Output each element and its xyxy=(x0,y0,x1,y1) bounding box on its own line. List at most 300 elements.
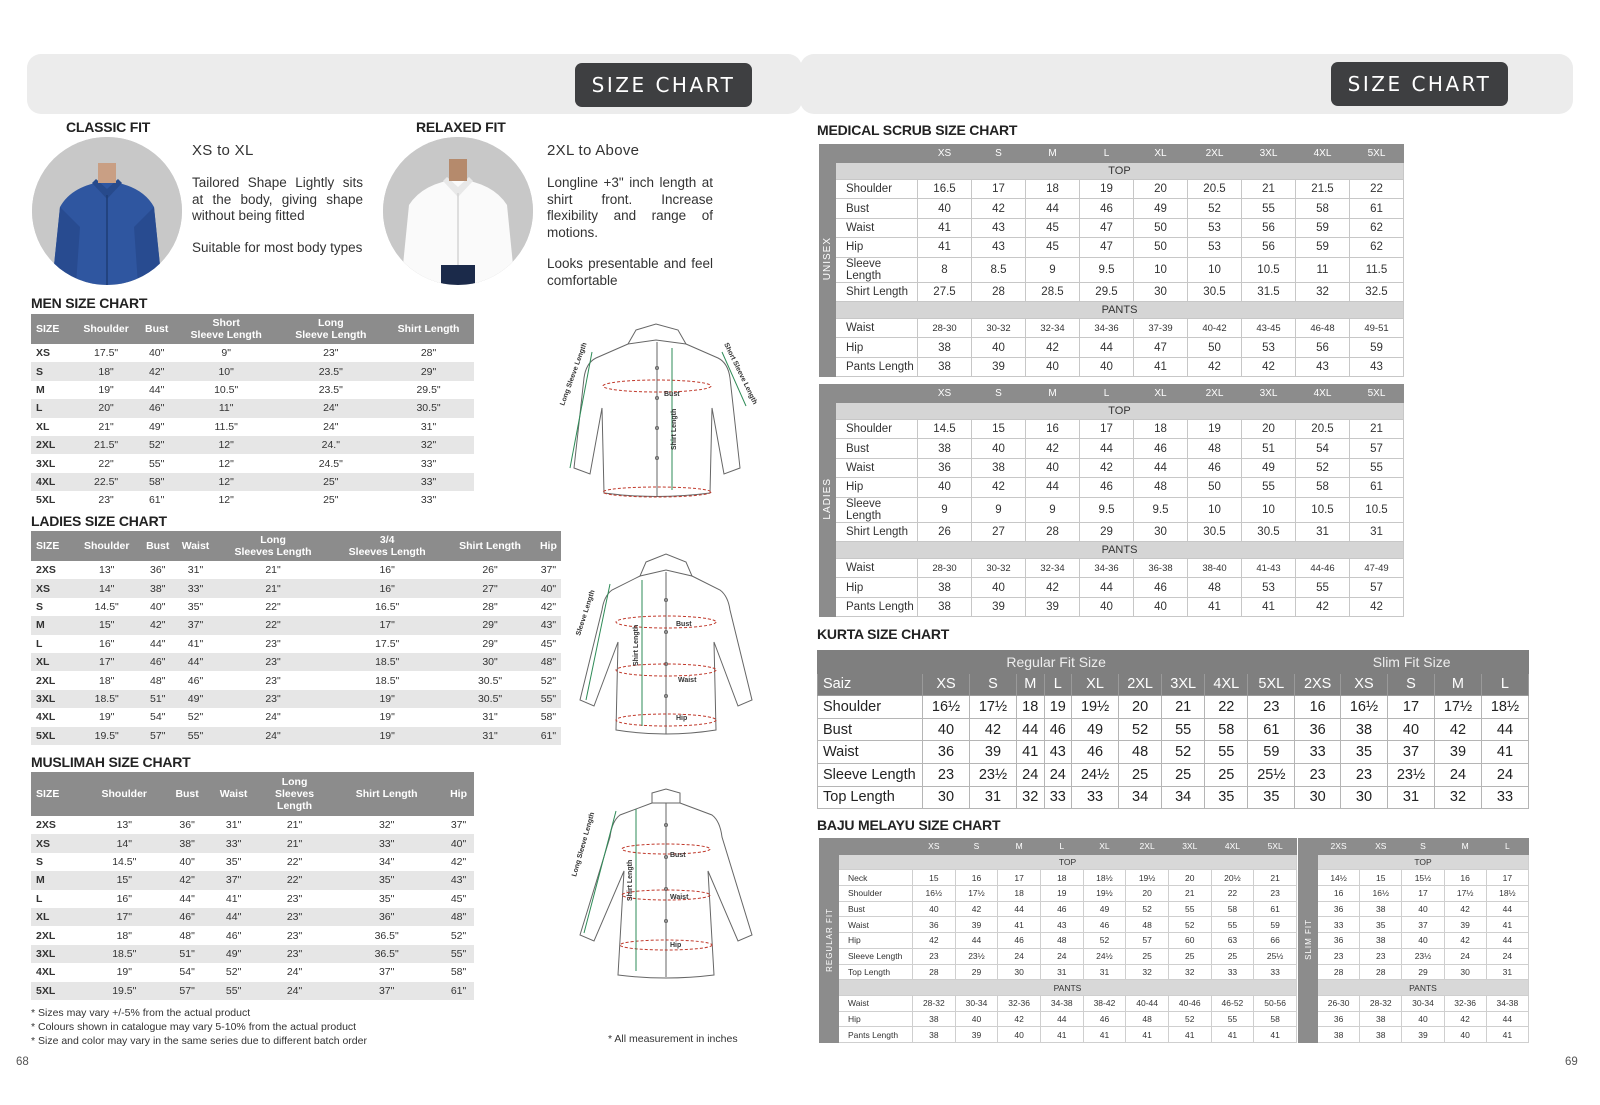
table-cell: 2XL xyxy=(31,436,73,454)
table-cell: 23.5" xyxy=(278,362,383,380)
notes-list xyxy=(31,1006,367,1048)
table-cell: 63 xyxy=(1211,933,1254,949)
table-cell: 31 xyxy=(1040,964,1083,980)
table-cell: 17" xyxy=(83,908,166,926)
table-row xyxy=(820,318,1404,337)
bust-label: Bust xyxy=(664,391,680,398)
table-cell: 18½ xyxy=(1486,886,1528,902)
ladies-chart-title: LADIES SIZE CHART xyxy=(31,513,167,529)
table-cell: 20" xyxy=(73,399,140,417)
size-header: M xyxy=(998,839,1041,855)
table-cell: 35 xyxy=(1205,786,1248,809)
table-row xyxy=(31,399,474,417)
table-cell: 28 xyxy=(1026,522,1080,541)
table-cell: 23" xyxy=(216,653,330,671)
column-header: Hip xyxy=(536,531,561,561)
table-cell: 52 xyxy=(1168,1011,1211,1027)
size-header: L xyxy=(1486,839,1528,855)
table-cell: 58 xyxy=(1254,1011,1297,1027)
table-cell: 40" xyxy=(536,579,561,597)
size-header: 5XL xyxy=(1350,385,1404,403)
table-cell: 51" xyxy=(140,690,175,708)
table-cell: 24" xyxy=(259,982,330,1000)
table-row xyxy=(31,926,474,944)
table-cell: 49 xyxy=(1134,199,1188,218)
row-label: Bust xyxy=(839,901,913,917)
table-row xyxy=(820,458,1404,477)
table-cell: 30.5 xyxy=(1188,282,1242,301)
table-cell: L xyxy=(36,892,43,905)
table-cell: 23" xyxy=(259,908,330,926)
table-cell: 44-46 xyxy=(1296,558,1350,577)
classic-fit-photo xyxy=(32,137,182,285)
size-header-row xyxy=(820,839,1297,855)
shirt-length-label: Shirt Length xyxy=(627,859,634,901)
table-cell: 29" xyxy=(482,637,498,650)
table-cell: 14.5" xyxy=(112,855,137,868)
size-header: L xyxy=(1044,673,1072,696)
row-label: Sleeve Length xyxy=(836,497,918,522)
table-cell: 44 xyxy=(998,901,1041,917)
table-cell: 41" xyxy=(187,637,204,650)
table-cell: 45 xyxy=(1026,218,1080,237)
table-cell: 36 xyxy=(913,917,956,933)
table-row xyxy=(31,616,561,634)
table-cell: 19" xyxy=(99,711,115,724)
table-cell: 46 xyxy=(1083,917,1126,933)
table-cell: 35" xyxy=(187,600,204,613)
table-cell: 30 xyxy=(1444,964,1486,980)
table-cell: 57 xyxy=(1350,439,1404,458)
table-cell: 25½ xyxy=(1254,948,1297,964)
short-sleeve-length-label: Short Sleeve Length xyxy=(722,341,759,406)
table-cell: 9.5 xyxy=(1080,257,1134,282)
table-row xyxy=(31,834,474,852)
table-cell: 23" xyxy=(265,637,281,650)
column-header: Long Sleeves Length xyxy=(259,772,330,816)
size-header: S xyxy=(969,673,1016,696)
waist-label: Waist xyxy=(670,894,689,901)
table-cell: 16 xyxy=(955,870,998,886)
table-cell: 25½ xyxy=(1248,763,1295,786)
slim-fit-header: Slim Fit Size xyxy=(1295,651,1529,674)
table-cell: 19" xyxy=(330,690,444,708)
table-cell: 41 xyxy=(998,917,1041,933)
table-cell: 48 xyxy=(1126,917,1169,933)
table-cell: 42 xyxy=(972,478,1026,497)
table-cell: 29 xyxy=(1080,522,1134,541)
section-row xyxy=(820,980,1297,996)
table-cell: 42 xyxy=(1444,901,1486,917)
table-cell: 11" xyxy=(174,399,279,417)
table-cell: 41 xyxy=(1134,357,1188,376)
column-header: SIZE xyxy=(31,314,73,344)
table-cell: 24" xyxy=(323,420,339,433)
table-row xyxy=(818,786,1529,809)
table-cell: 9 xyxy=(918,497,972,522)
table-row xyxy=(31,473,474,491)
table-cell: 23" xyxy=(323,347,339,360)
size-header: 3XL xyxy=(1162,673,1205,696)
row-label: Waist xyxy=(836,218,918,237)
table-cell: 31" xyxy=(187,564,204,577)
section-label: TOP xyxy=(839,854,1297,870)
table-row xyxy=(31,816,474,834)
column-header: Short Sleeve Length xyxy=(174,314,279,344)
sleeve-length-label: Sleeve Length xyxy=(575,589,597,637)
table-cell: 11 xyxy=(1296,257,1350,282)
table-row xyxy=(818,718,1529,741)
table-cell: 24" xyxy=(286,966,303,979)
column-header: Shoulder xyxy=(73,531,140,561)
table-cell: 15½ xyxy=(1402,870,1444,886)
table-cell: 29 xyxy=(955,964,998,980)
table-cell: 53 xyxy=(1242,578,1296,597)
table-cell: 55 xyxy=(1168,901,1211,917)
table-cell: 22" xyxy=(259,871,330,889)
table-cell: 23 xyxy=(1340,763,1387,786)
table-cell: 14.5 xyxy=(918,420,972,439)
table-cell: 36 xyxy=(1318,901,1360,917)
table-row xyxy=(31,598,561,616)
table-cell: 32-36 xyxy=(1444,995,1486,1011)
hip-label: Hip xyxy=(676,715,688,722)
table-cell: 42 xyxy=(969,718,1016,741)
table-cell: 38 xyxy=(1318,1027,1360,1043)
table-cell: 16" xyxy=(379,564,395,577)
table-cell: 55" xyxy=(443,945,474,963)
table-cell: 38 xyxy=(913,1011,956,1027)
table-cell: 16½ xyxy=(1360,886,1402,902)
table-cell: 25 xyxy=(1168,948,1211,964)
group-band-label: LADIES xyxy=(822,478,833,520)
men-chart-title: MEN SIZE CHART xyxy=(31,295,148,311)
size-header-row xyxy=(818,673,1529,696)
table-cell: 40 xyxy=(1402,1011,1444,1027)
table-row xyxy=(820,933,1297,949)
baju-regular-table xyxy=(819,838,1297,1043)
table-cell: 19½ xyxy=(1083,886,1126,902)
table-row xyxy=(1299,995,1529,1011)
table-cell: 35" xyxy=(330,871,443,889)
table-cell: 30.5" xyxy=(383,399,474,417)
table-cell: 17" xyxy=(73,653,140,671)
table-cell: 40" xyxy=(148,347,165,360)
table-cell: 39 xyxy=(1026,597,1080,616)
column-header: Bust xyxy=(166,772,209,816)
table-cell: 46 xyxy=(1188,458,1242,477)
table-cell: 54" xyxy=(150,711,166,724)
column-header: Waist xyxy=(208,772,258,816)
table-cell: 55 xyxy=(1350,458,1404,477)
column-header: SIZE xyxy=(31,772,83,816)
relaxed-fit-description: Longline +3" inch length at shirt front. Increase flexibility and range of motions. xyxy=(547,175,713,240)
table-cell: 55 xyxy=(1242,478,1296,497)
table-cell: 28 xyxy=(972,282,1026,301)
table-cell: 29.5" xyxy=(416,383,441,396)
table-cell: 48" xyxy=(179,929,195,942)
table-cell: 46 xyxy=(1080,199,1134,218)
table-cell: 41" xyxy=(225,892,242,905)
table-cell: 40 xyxy=(1402,901,1444,917)
table-cell: 23" xyxy=(259,945,330,963)
header-spacer xyxy=(836,385,918,403)
row-label: Bust xyxy=(836,199,918,218)
table-cell: 38 xyxy=(1360,933,1402,949)
table-cell: 46" xyxy=(225,929,242,942)
row-label: Hip xyxy=(836,578,918,597)
table-cell: 16½ xyxy=(923,696,970,719)
table-cell: 40" xyxy=(443,834,474,852)
table-cell: 48 xyxy=(1134,478,1188,497)
table-cell: 44 xyxy=(1134,458,1188,477)
table-cell: 5XL xyxy=(36,494,56,507)
table-cell: 39 xyxy=(972,357,1026,376)
table-cell: 35" xyxy=(378,892,395,905)
table-cell: 38 xyxy=(918,578,972,597)
table-cell: 9 xyxy=(1026,497,1080,522)
table-cell: 18½ xyxy=(1481,696,1528,719)
kurta-size-table xyxy=(817,650,1529,809)
table-cell: 46-52 xyxy=(1211,995,1254,1011)
table-cell: 58 xyxy=(1296,199,1350,218)
mens-shirt-diagram xyxy=(556,318,766,508)
table-cell: 33 xyxy=(1211,964,1254,980)
table-cell: 44" xyxy=(175,653,216,671)
table-cell: 21.5" xyxy=(73,436,140,454)
table-cell: 61" xyxy=(536,727,561,745)
table-cell: 42 xyxy=(955,901,998,917)
table-cell: 17 xyxy=(1486,870,1528,886)
column-header: Shirt Length xyxy=(444,531,536,561)
table-cell: 16 xyxy=(1318,886,1360,902)
table-cell: 22.5" xyxy=(73,473,140,491)
note-item: * Colours shown in catalogue may vary 5-10% from the actual product xyxy=(31,1021,357,1033)
table-cell: 18.5" xyxy=(375,674,400,687)
table-cell: 8 xyxy=(918,257,972,282)
table-cell: 42" xyxy=(540,600,557,613)
table-cell: XL xyxy=(31,908,83,926)
relaxed-fit-range: 2XL to Above xyxy=(547,142,640,159)
row-label: Shoulder xyxy=(836,180,918,199)
table-cell: 36 xyxy=(1318,1011,1360,1027)
table-cell: 31 xyxy=(1083,964,1126,980)
table-cell: 24 xyxy=(1486,948,1528,964)
table-cell: 40 xyxy=(918,199,972,218)
table-cell: 38 xyxy=(1360,901,1402,917)
section-label: PANTS xyxy=(839,980,1297,996)
table-cell: 42" xyxy=(166,871,209,889)
size-header: XS xyxy=(918,385,972,403)
table-row xyxy=(820,218,1404,237)
table-cell: 28 xyxy=(1318,964,1360,980)
table-cell: 40 xyxy=(972,439,1026,458)
table-cell: 36" xyxy=(179,819,195,832)
table-cell: 30.5 xyxy=(1242,522,1296,541)
size-header: XS xyxy=(1360,839,1402,855)
table-cell: 30 xyxy=(1134,282,1188,301)
table-cell: 42 xyxy=(1444,1011,1486,1027)
table-cell: 38 xyxy=(918,338,972,357)
table-cell: 38 xyxy=(918,439,972,458)
table-cell: 17 xyxy=(1387,696,1434,719)
group-band xyxy=(820,385,836,617)
table-row xyxy=(820,948,1297,964)
table-cell: 22 xyxy=(1205,696,1248,719)
table-cell: 42 xyxy=(1350,597,1404,616)
table-cell: 49" xyxy=(175,690,216,708)
table-cell: 52 xyxy=(1162,741,1205,764)
table-cell: 47 xyxy=(1134,338,1188,357)
table-cell: 43 xyxy=(972,218,1026,237)
table-cell: 15 xyxy=(972,420,1026,439)
relaxed-fit-photo xyxy=(383,137,533,285)
size-header: 2XL xyxy=(1126,839,1169,855)
table-cell: 44 xyxy=(1026,478,1080,497)
table-cell: 12" xyxy=(218,494,234,507)
table-row xyxy=(31,436,474,454)
size-header: 2XL xyxy=(1188,145,1242,163)
size-header: 5XL xyxy=(1350,145,1404,163)
row-label: Shirt Length xyxy=(836,282,918,301)
table-cell: 43 xyxy=(1296,357,1350,376)
table-cell: 33" xyxy=(383,473,474,491)
table-cell: 24 xyxy=(1016,763,1044,786)
table-cell: 24." xyxy=(278,436,383,454)
table-cell: 18" xyxy=(116,929,132,942)
table-cell: 16½ xyxy=(913,886,956,902)
table-row xyxy=(31,454,474,472)
table-cell: 23.5" xyxy=(318,383,343,396)
table-cell: 30.5 xyxy=(1188,522,1242,541)
table-cell: 39 xyxy=(955,1027,998,1043)
table-row xyxy=(31,945,474,963)
table-cell: 17½ xyxy=(955,886,998,902)
table-cell: 21.5 xyxy=(1296,180,1350,199)
table-cell: 24" xyxy=(265,711,281,724)
table-cell: 13" xyxy=(99,564,115,577)
table-cell: 18.5" xyxy=(330,653,444,671)
table-cell: 19.5" xyxy=(83,982,166,1000)
table-row xyxy=(820,338,1404,357)
table-cell: 42 xyxy=(1242,357,1296,376)
table-cell: S xyxy=(36,855,44,868)
table-cell: 44 xyxy=(1016,718,1044,741)
table-cell: XL xyxy=(36,420,50,433)
table-cell: 23 xyxy=(1318,948,1360,964)
table-cell: 47 xyxy=(1080,218,1134,237)
table-cell: 44 xyxy=(1080,338,1134,357)
table-cell: 18" xyxy=(73,362,140,380)
section-row xyxy=(820,301,1404,318)
size-header: S xyxy=(1402,839,1444,855)
row-label: Hip xyxy=(836,238,918,257)
table-cell: 53 xyxy=(1242,338,1296,357)
table-cell: 10 xyxy=(1134,257,1188,282)
table-cell: 30.5" xyxy=(444,690,536,708)
size-header: 2XS xyxy=(1318,839,1360,855)
table-cell: 30-32 xyxy=(972,318,1026,337)
table-cell: 36 xyxy=(1295,718,1341,741)
table-cell: 34-36 xyxy=(1080,558,1134,577)
table-cell: 49 xyxy=(1083,901,1126,917)
section-row xyxy=(820,541,1404,558)
table-cell: 50 xyxy=(1188,338,1242,357)
table-cell: 55 xyxy=(1205,741,1248,764)
table-cell: 44" xyxy=(179,892,195,905)
table-cell: 38 xyxy=(913,1027,956,1043)
table-cell: 41 xyxy=(1254,1027,1297,1043)
table-row xyxy=(31,982,474,1000)
table-cell: 45" xyxy=(540,637,557,650)
table-cell: 50-56 xyxy=(1254,995,1297,1011)
table-cell: 33 xyxy=(1481,786,1528,809)
table-cell: 2XL xyxy=(36,674,56,687)
table-row xyxy=(820,558,1404,577)
table-cell: 28" xyxy=(482,600,498,613)
size-header: L xyxy=(1080,145,1134,163)
table-cell: 48 xyxy=(1188,439,1242,458)
table-cell: 39 xyxy=(1402,1027,1444,1043)
table-cell: 55" xyxy=(148,457,165,470)
size-header: S xyxy=(955,839,998,855)
table-cell: XS xyxy=(31,834,83,852)
table-cell: 5XL xyxy=(31,727,73,745)
table-cell: 10 xyxy=(1242,497,1296,522)
table-cell: 23 xyxy=(923,763,970,786)
table-cell: 17" xyxy=(330,616,444,634)
table-cell: 48 xyxy=(1119,741,1162,764)
section-label: PANTS xyxy=(836,541,1404,558)
table-row xyxy=(820,497,1404,522)
table-cell: 28-32 xyxy=(1360,995,1402,1011)
table-cell: 24 xyxy=(1434,763,1481,786)
table-cell: 42 xyxy=(1434,718,1481,741)
table-cell: 18 xyxy=(1134,420,1188,439)
table-cell: 24" xyxy=(278,399,383,417)
table-cell: 3XL xyxy=(31,690,73,708)
table-cell: 17½ xyxy=(969,696,1016,719)
table-cell: 51" xyxy=(166,945,209,963)
table-cell: 41 xyxy=(918,218,972,237)
table-cell: 21" xyxy=(98,420,114,433)
table-cell: 41 xyxy=(1486,917,1528,933)
row-label: Sleeve Length xyxy=(839,948,913,964)
table-cell: 40 xyxy=(918,478,972,497)
size-header: XL xyxy=(1134,385,1188,403)
table-cell: 42 xyxy=(1080,458,1134,477)
table-cell: 16 xyxy=(1026,420,1080,439)
table-cell: 47 xyxy=(1080,238,1134,257)
table-cell: 55 xyxy=(1211,917,1254,933)
column-header: Bust xyxy=(140,314,174,344)
table-row xyxy=(820,917,1297,933)
table-cell: 22" xyxy=(286,855,303,868)
table-cell: 52" xyxy=(225,966,242,979)
table-cell: 16" xyxy=(116,892,132,905)
table-cell: 61 xyxy=(1254,901,1297,917)
table-cell: 10.5 xyxy=(1242,257,1296,282)
table-row xyxy=(820,1027,1297,1043)
table-cell: 19" xyxy=(116,966,132,979)
size-header: 3XL xyxy=(1168,839,1211,855)
table-cell: 15 xyxy=(913,870,956,886)
column-header: Hip xyxy=(443,772,474,816)
table-cell: 43 xyxy=(1040,917,1083,933)
table-cell: 32-36 xyxy=(998,995,1041,1011)
table-row xyxy=(31,908,474,926)
row-label: Shoulder xyxy=(839,886,913,902)
